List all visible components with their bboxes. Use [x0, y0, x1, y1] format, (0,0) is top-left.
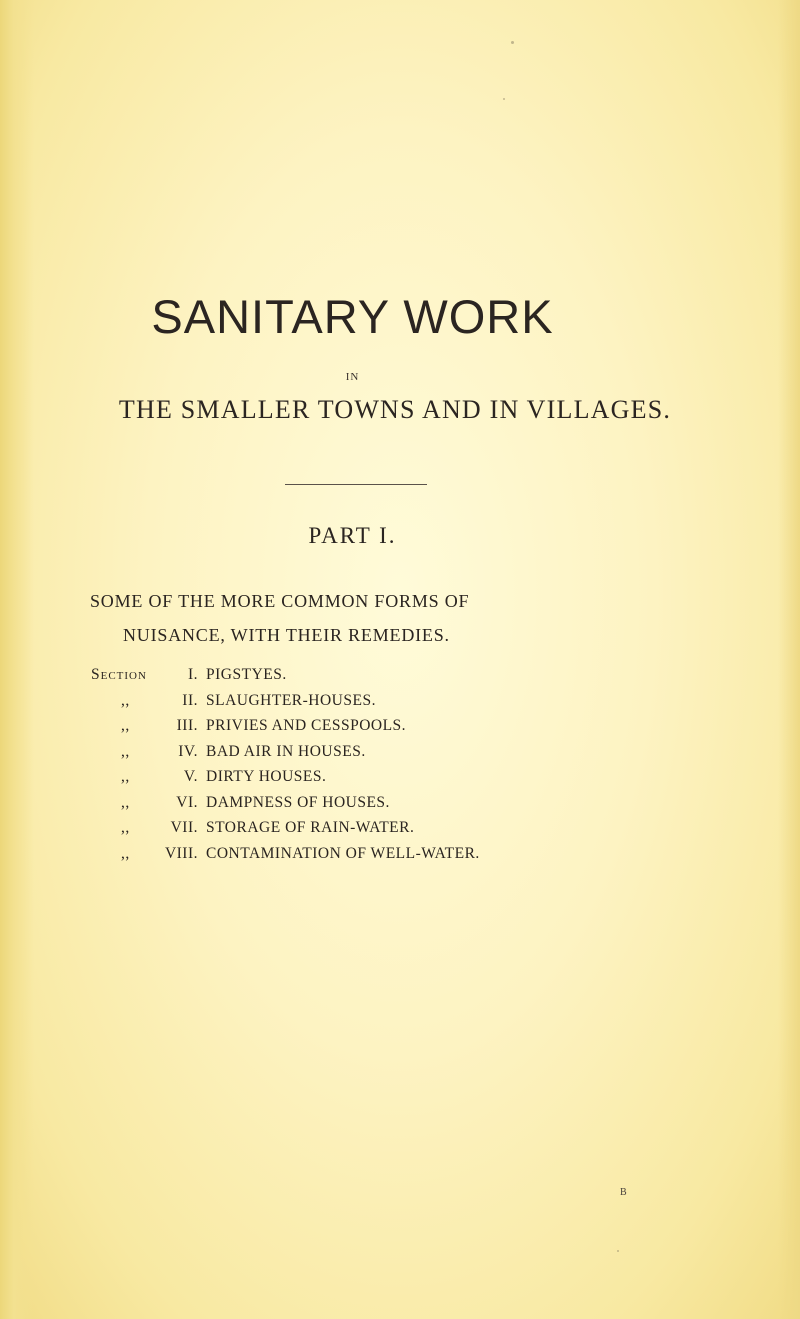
- ditto-mark: ,,: [121, 819, 130, 836]
- section-title: DAMPNESS OF HOUSES.: [206, 793, 390, 811]
- title-connector: IN: [345, 371, 360, 383]
- section-number: III.: [176, 717, 198, 734]
- ditto-mark: ,,: [121, 742, 130, 760]
- ditto-mark: ,,: [121, 768, 130, 785]
- section-title: STORAGE OF RAIN-WATER.: [206, 819, 415, 836]
- section-number: I.: [187, 666, 198, 683]
- section-title: PIGSTYES.: [206, 666, 287, 683]
- section-number: VIII.: [164, 844, 198, 862]
- section-title: SLAUGHTER-HOUSES.: [206, 691, 376, 709]
- section-number: VI.: [176, 793, 198, 811]
- page-edge-shading-left: [0, 0, 34, 1319]
- part-description: [90, 584, 469, 652]
- section-title: CONTAMINATION OF WELL-WATER.: [206, 844, 480, 862]
- ditto-mark: ,,: [121, 844, 130, 862]
- paper-speck: [617, 1250, 619, 1252]
- paper-speck: [511, 41, 514, 44]
- section-lead: Section: [91, 666, 147, 683]
- page-edge-shading-right: [778, 0, 800, 1319]
- part-heading: PART I.: [308, 523, 397, 548]
- paper-speck: [503, 98, 505, 100]
- divider-rule: [285, 484, 427, 485]
- section-title: BAD AIR IN HOUSES.: [206, 742, 366, 760]
- section-number: V.: [183, 768, 198, 785]
- signature-mark: B: [620, 1187, 627, 1198]
- section-number: II.: [182, 691, 198, 709]
- part-description-line-2: NUISANCE, WITH THEIR REMEDIES.: [123, 625, 450, 645]
- page-title: SANITARY WORK: [151, 290, 554, 343]
- section-title: DIRTY HOUSES.: [206, 768, 327, 785]
- ditto-mark: ,,: [121, 691, 130, 709]
- ditto-mark: ,,: [121, 717, 130, 734]
- section-number: VII.: [170, 819, 198, 836]
- section-title: PRIVIES AND CESSPOOLS.: [206, 717, 407, 734]
- part-description-line-1: SOME OF THE MORE COMMON FORMS OF: [90, 591, 470, 611]
- page-subtitle: THE SMALLER TOWNS AND IN VILLAGES.: [118, 395, 672, 424]
- section-number: IV.: [178, 742, 198, 760]
- ditto-mark: ,,: [121, 793, 130, 811]
